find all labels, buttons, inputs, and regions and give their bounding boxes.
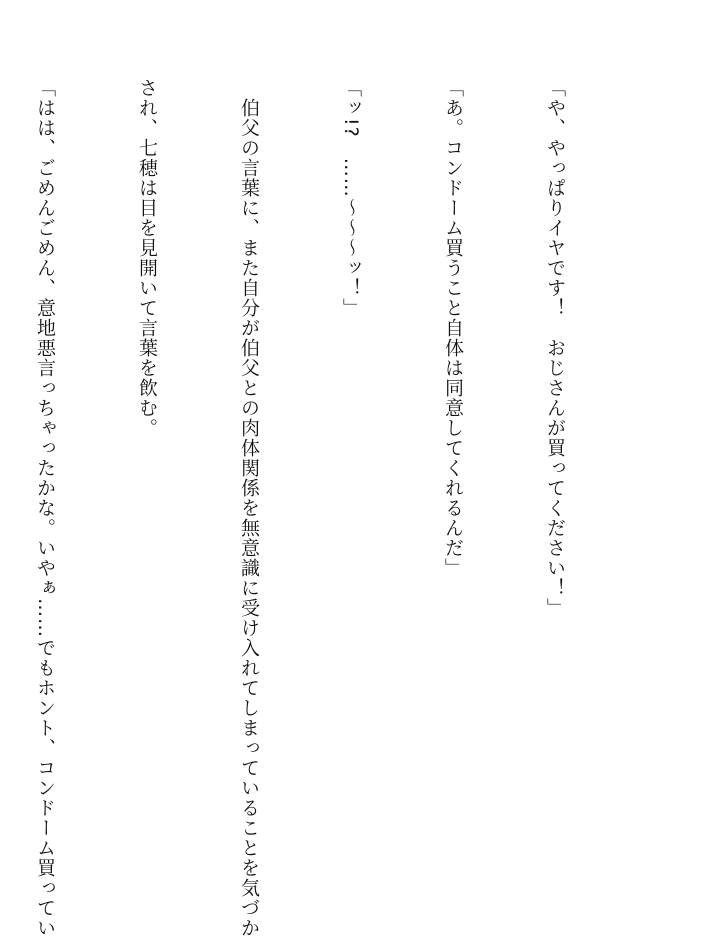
text-line: され、七穂は目を見開いて言葉を飲む。 [136,78,158,438]
text-line: 「はは、ごめんごめん、意地悪言っちゃったかな。いやぁ……でもホント、コンドーム買ってい [34,78,56,938]
text-line: 「あ。コンドーム買うこと自体は同意してくれるんだ」 [442,78,464,578]
vertical-text-body [0,78,640,938]
text-line: 伯父の言葉に、また自分が伯父との肉体関係を無意識に受け入れてしまっていることを気づか [238,78,260,938]
text-line: 「や、やっぱりイヤです！ おじさんが買ってください！」 [544,78,566,618]
text-line: 「ッ!? ……～～～ッ！」 [340,78,362,318]
